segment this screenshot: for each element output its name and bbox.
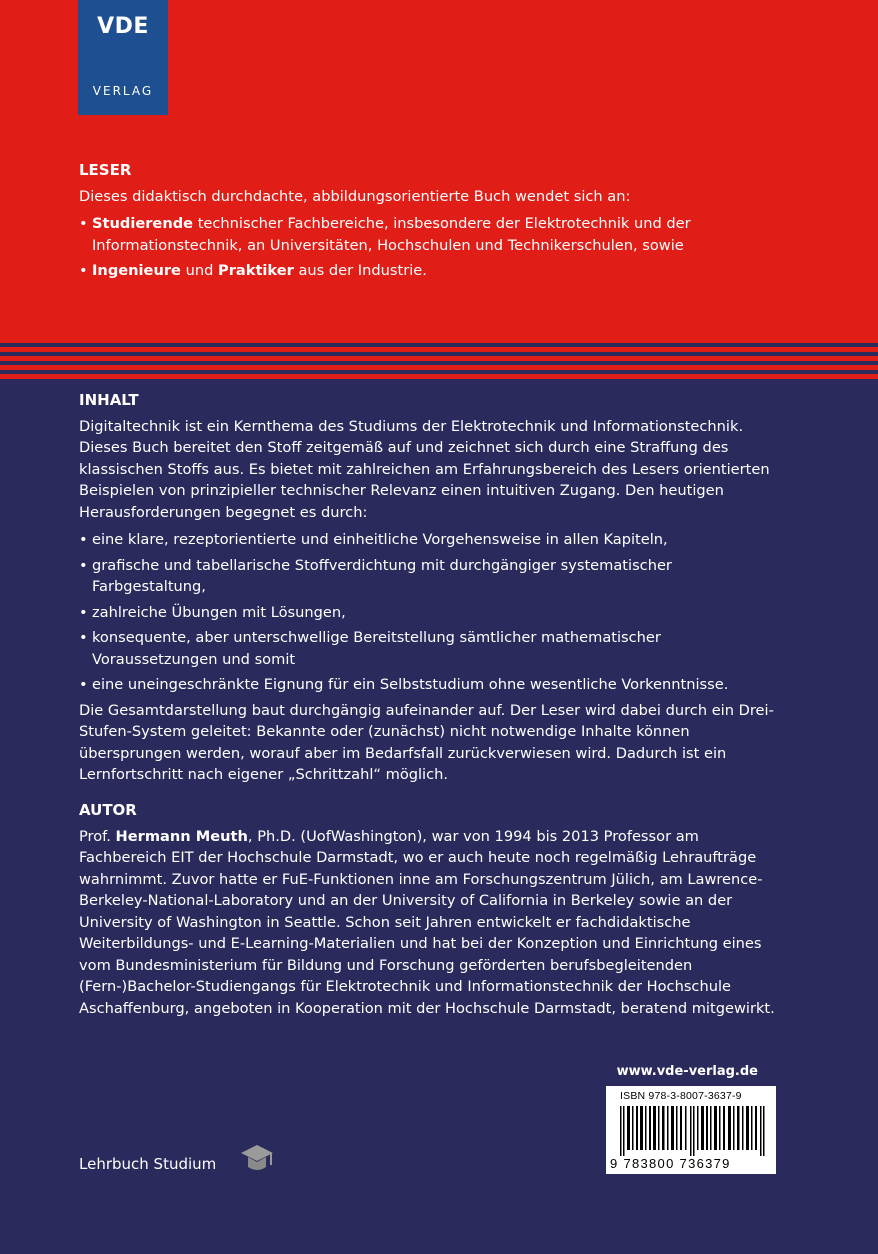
stripe-divider bbox=[0, 338, 878, 380]
bold-text: Praktiker bbox=[218, 262, 294, 279]
inhalt-bullet: • grafische und tabellarische Stoffverdichtung mit durchgängiger systematischer Farbgestaltung, bbox=[79, 555, 779, 598]
barcode-bars bbox=[618, 1106, 766, 1156]
leser-bullet-1 bbox=[79, 213, 779, 256]
leser-bullet-2 bbox=[79, 260, 779, 282]
bio-text: , Ph.D. (UofWashington), war von 1994 bis 2013 Professor am Fachbereich EIT der Hochschule Darmstadt, wo er auch heute noch regelmäßig Lehraufträge wahrnimmt. Zuvor hatte er FuE-Funktionen inne am Forschungszentrum Jülich, am Lawrence-Berkeley-National-Laboratory und an der University of California in Berkeley sowie an der University of Washington in Seattle. Schon seit Jahren entwickelt er fachdidaktische Weiterbildungs- und E-Learning-Materialien und hat bei der Konzeption und Einrichtung eines vom Bundesministerium für Bildung und Forschung geförderten berufsbegleitenden (Fern-)Bachelor-Studiengangs für Elektrotechnik und Informationstechnik der Hochschule Aschaffenburg, angeboten in Kooperation mit der Hochschule Darmstadt, beratend mitgewirkt. bbox=[79, 827, 775, 1017]
isbn-barcode bbox=[606, 1086, 776, 1174]
barcode-digits: 9 783800 736379 bbox=[610, 1156, 731, 1171]
logo-sub: VERLAG bbox=[92, 84, 154, 98]
series-label: Lehrbuch Studium bbox=[79, 1155, 217, 1173]
inhalt-outro: Die Gesamtdarstellung baut durchgängig aufeinander auf. Der Leser wird dabei durch ein Drei-Stufen-System geleitet: Bekannte oder (zunächst) nicht notwendige Inhalte können übersprungen werden, worauf aber im Bedarfsfall zurückverwiesen wird. Dadurch ist ein Lernfortschritt nach eigener „Schrittzahl“ möglich. bbox=[79, 701, 774, 783]
inhalt-bullet: • eine uneingeschränkte Eignung für ein Selbststudium ohne wesentliche Vorkenntnisse. bbox=[79, 674, 779, 696]
inhalt-heading: INHALT bbox=[79, 391, 139, 409]
inhalt-bullet: • konsequente, aber unterschwellige Bereitstellung sämtlicher mathematischer Voraussetzungen und somit bbox=[79, 627, 779, 670]
inhalt-intro: Digitaltechnik ist ein Kernthema des Studiums der Elektrotechnik und Informationstechnik. Dieses Buch bereitet den Stoff zeitgemäß auf und zeichnet sich durch eine Straffung des klassischen Stoffs aus. Es bietet mit zahlreichen am Erfahrungsbereich des Lesers orientierten Beispielen von prinzipieller technischer Relevanz einen intuitiven Zugang. Den heutigen Herausforderungen begegnet es durch: bbox=[79, 417, 770, 521]
bio-prefix: Prof. bbox=[79, 827, 116, 845]
autor-heading: AUTOR bbox=[79, 801, 137, 819]
inhalt-section bbox=[79, 390, 779, 792]
bullet-text: technischer Fachbereiche, insbesondere der Elektrotechnik und der Informationstechnik, an Universitäten, Hochschulen und Technikerschulen, sowie bbox=[92, 215, 691, 254]
logo-brand: VDE bbox=[97, 14, 149, 39]
bullet-text: aus der Industrie. bbox=[293, 262, 427, 279]
graduation-cap-icon bbox=[240, 1143, 274, 1175]
vde-verlag-logo bbox=[78, 0, 168, 115]
autor-section bbox=[79, 800, 779, 1025]
isbn-label: ISBN 978-3-8007-3637-9 bbox=[620, 1090, 742, 1102]
inhalt-bullet: • eine klare, rezeptorientierte und einheitliche Vorgehensweise in allen Kapiteln, bbox=[79, 529, 779, 551]
leser-section bbox=[79, 160, 779, 286]
leser-heading: LESER bbox=[79, 161, 132, 179]
bold-text: Studierende bbox=[92, 215, 194, 232]
leser-intro: Dieses didaktisch durchdachte, abbildungsorientierte Buch wendet sich an: bbox=[79, 187, 631, 205]
autor-bio bbox=[79, 826, 779, 1020]
inhalt-bullet: • zahlreiche Übungen mit Lösungen, bbox=[79, 602, 779, 624]
author-name: Hermann Meuth bbox=[115, 827, 248, 845]
bold-text: Ingenieure bbox=[92, 262, 181, 279]
bullet-text: und bbox=[180, 262, 218, 279]
publisher-url[interactable]: www.vde-verlag.de bbox=[616, 1064, 758, 1079]
